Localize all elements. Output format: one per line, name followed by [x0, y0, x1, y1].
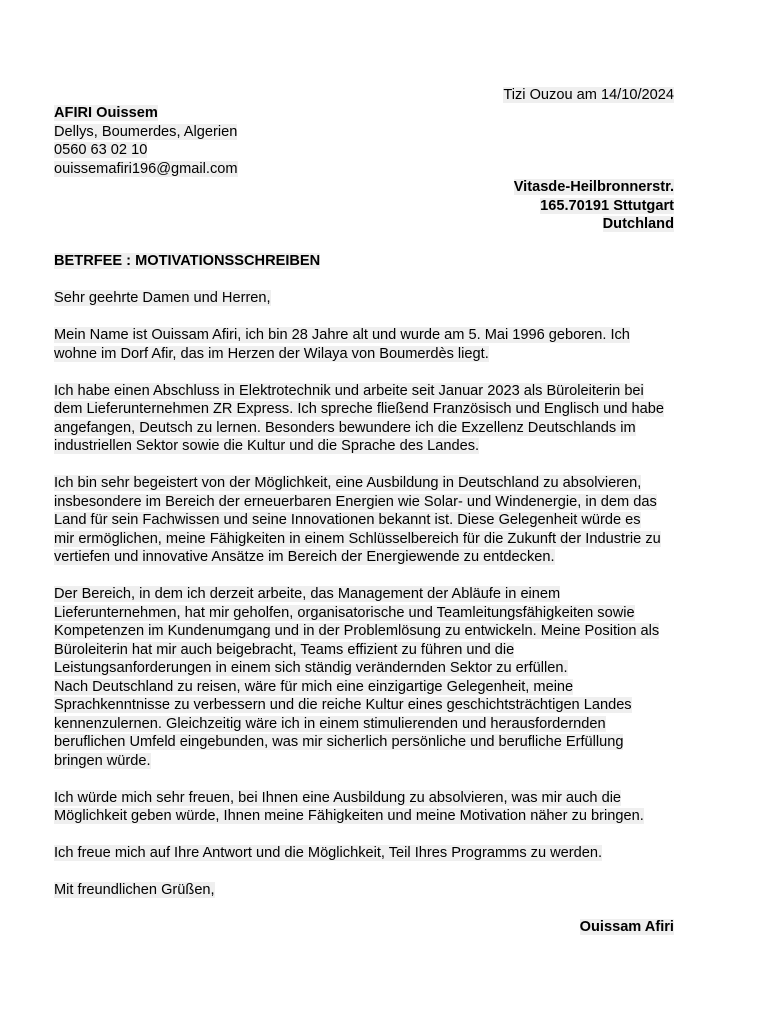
paragraph-line-text: angefangen, Deutsch zu lernen. Besonders bewundere ich die Exzellenz Deutschlands im — [54, 419, 636, 436]
body-paragraph — [54, 326, 679, 363]
paragraph-line — [54, 807, 679, 826]
paragraph-line — [54, 844, 679, 863]
paragraph-line — [54, 789, 679, 808]
paragraph-line — [54, 345, 679, 364]
paragraph-line-text: Ich bin sehr begeistert von der Möglichkeit, eine Ausbildung in Deutschland zu absolvieren, — [54, 475, 642, 491]
sender-email: ouissemafiri196@gmail.com — [54, 160, 238, 177]
paragraph-line — [54, 622, 679, 641]
paragraph-line — [54, 474, 679, 493]
paragraph-line — [54, 752, 679, 771]
salutation-text: Sehr geehrte Damen und Herren, — [54, 290, 271, 306]
place-date-text: Tizi Ouzou am 14/10/2024 — [503, 87, 674, 103]
paragraph-line-text: Lieferunternehmen, hat mir geholfen, organisatorische und Teamleitungsfähigkeiten sowie — [54, 604, 635, 621]
paragraph-line-text: Nach Deutschland zu reisen, wäre für mich eine einzigartige Gelegenheit, meine — [54, 678, 574, 695]
paragraph-line-text: Kompetenzen im Kundenumgang und in der Problemlösung zu entwickeln. Meine Position als — [54, 623, 660, 639]
paragraph-line-text: Mein Name ist Ouissam Afiri, ich bin 28 Jahre alt und wurde am 5. Mai 1996 geboren. Ich — [54, 327, 630, 343]
salutation — [54, 289, 679, 308]
paragraph-line — [54, 326, 679, 345]
paragraph-line-text: Ich habe einen Abschluss in Elektrotechnik und arbeite seit Januar 2023 als Büroleiterin bei — [54, 382, 644, 399]
sender-phone: 0560 63 02 10 — [54, 142, 148, 158]
paragraph-line-text: mir ermöglichen, meine Fähigkeiten in einem Schlüsselbereich für die Zukunft der Industrie zu — [54, 530, 661, 547]
paragraph-line-text: Ich freue mich auf Ihre Antwort und die Möglichkeit, Teil Ihres Programms zu werden. — [54, 845, 603, 861]
paragraph-line-text: Leistungsanforderungen in einem sich ständig verändernden Sektor zu erfüllen. — [54, 660, 568, 676]
paragraph-line-text: industriellen Sektor sowie die Kultur und die Sprache des Landes. — [54, 438, 480, 454]
signature — [580, 918, 674, 937]
letter-body — [54, 289, 679, 900]
recipient-block — [514, 178, 674, 234]
closing-text: Mit freundlichen Grüßen, — [54, 882, 215, 898]
place-date — [503, 86, 674, 105]
paragraph-line — [54, 530, 679, 549]
paragraph-line — [54, 437, 679, 456]
signature-text: Ouissam Afiri — [579, 919, 674, 935]
paragraph-line — [54, 641, 679, 660]
subject-line — [54, 252, 320, 271]
recipient-city: 165.70191 Sttutgart — [540, 197, 674, 214]
paragraph-line — [54, 659, 679, 678]
paragraph-line — [54, 678, 679, 697]
paragraph-line — [54, 715, 679, 734]
paragraph-line-text: Land für sein Fachwissen und seine Innovationen bekannt ist. Diese Gelegenheit würde es — [54, 512, 641, 528]
paragraph-line-text: beruflichen Umfeld eingebunden, was mir sicherlich persönliche und berufliche Erfüllung — [54, 734, 624, 750]
paragraph-line-text: bringen würde. — [54, 752, 151, 769]
paragraph-line — [54, 696, 679, 715]
subject-text: BETRFEE : MOTIVATIONSSCHREIBEN — [54, 253, 321, 269]
sender-address: Dellys, Boumerdes, Algerien — [54, 123, 238, 140]
sender-block — [54, 104, 238, 178]
paragraph-line-text: insbesondere im Bereich der erneuerbaren Energien wie Solar- und Windenergie, in dem das — [54, 493, 657, 510]
body-paragraph — [54, 844, 679, 863]
paragraph-line — [54, 604, 679, 623]
recipient-street: Vitasde-Heilbronnerstr. — [513, 179, 674, 195]
body-paragraph — [54, 382, 679, 456]
paragraph-line-text: kennenzulernen. Gleichzeitig wäre ich in einem stimulierenden und herausfordernden — [54, 715, 606, 732]
paragraph-line-text: wohne im Dorf Afir, das im Herzen der Wilaya von Boumerdès liegt. — [54, 345, 489, 362]
closing — [54, 881, 679, 900]
paragraph-line-text: Ich würde mich sehr freuen, bei Ihnen eine Ausbildung zu absolvieren, was mir auch die — [54, 789, 622, 806]
paragraph-line — [54, 733, 679, 752]
recipient-country: Dutchland — [602, 216, 674, 232]
paragraph-line — [54, 400, 679, 419]
body-paragraphs — [54, 326, 679, 863]
paragraph-line-text: vertiefen und innovative Ansätze im Bereich der Energiewende zu entdecken. — [54, 549, 555, 565]
paragraph-line-text: Büroleiterin hat mir auch beigebracht, Teams effizient zu führen und die — [54, 641, 515, 658]
sender-name: AFIRI Ouissem — [54, 105, 158, 121]
paragraph-line — [54, 419, 679, 438]
body-paragraph — [54, 789, 679, 826]
paragraph-line — [54, 548, 679, 567]
paragraph-line-text: Der Bereich, in dem ich derzeit arbeite, das Management der Abläufe in einem — [54, 586, 561, 602]
paragraph-line-text: dem Lieferunternehmen ZR Express. Ich spreche fließend Französisch und Englisch und habe — [54, 401, 665, 417]
body-paragraph — [54, 585, 679, 770]
paragraph-line — [54, 585, 679, 604]
paragraph-line — [54, 511, 679, 530]
paragraph-line — [54, 493, 679, 512]
paragraph-line-text: Sprachkenntnisse zu verbessern und die reiche Kultur eines geschichtsträchtigen Landes — [54, 697, 632, 713]
paragraph-line-text: Möglichkeit geben würde, Ihnen meine Fähigkeiten und meine Motivation näher zu bringen. — [54, 808, 644, 824]
paragraph-line — [54, 382, 679, 401]
body-paragraph — [54, 474, 679, 567]
